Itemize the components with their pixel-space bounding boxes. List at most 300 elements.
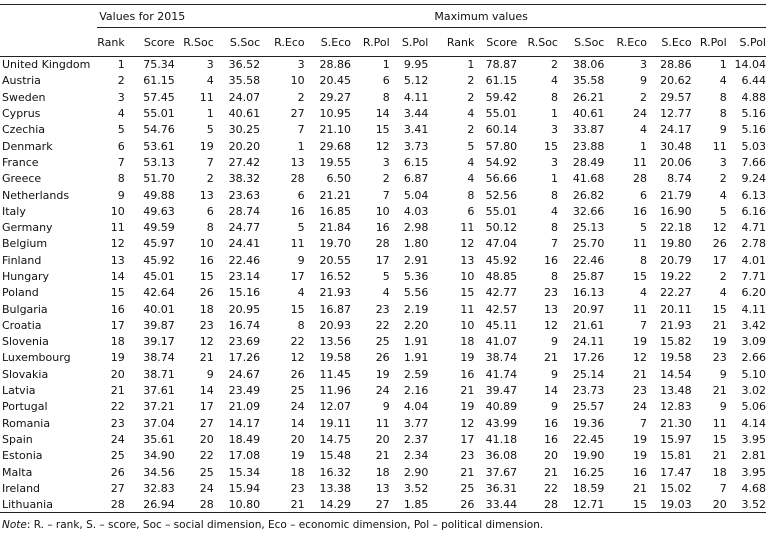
value-max-cell: 16 <box>633 204 648 218</box>
country-cell: Portugal <box>2 400 48 414</box>
value-2015-cell: 12 <box>199 335 214 349</box>
value-max-cell: 50.12 <box>485 221 518 235</box>
value-2015-cell: 18 <box>290 465 305 479</box>
value-max-cell: 10 <box>460 318 475 332</box>
value-2015-cell: 21 <box>199 351 214 365</box>
value-max-cell: 21 <box>460 465 475 479</box>
value-2015-cell: 21.93 <box>319 286 351 300</box>
value-2015-cell: 2.16 <box>403 384 429 398</box>
country-cell: Latvia <box>2 384 36 398</box>
value-max-cell: 25.14 <box>572 367 605 381</box>
value-max-cell: 26 <box>428 497 474 513</box>
value-2015-cell: 19 <box>110 351 125 365</box>
value-max-cell: 11 <box>460 302 475 316</box>
value-2015-cell: 28 <box>97 497 124 513</box>
value-2015-cell: 5.04 <box>403 188 429 202</box>
value-max-cell: 21.61 <box>572 318 605 332</box>
table-row <box>0 464 766 480</box>
value-max-cell: 9 <box>550 400 558 414</box>
value-2015-cell: 19.58 <box>319 351 351 365</box>
value-2015-cell: 23.63 <box>228 188 261 202</box>
value-2015-cell: 54.76 <box>143 123 175 137</box>
value-2015-cell: 10.80 <box>214 497 260 513</box>
value-2015-cell: 37.61 <box>143 384 175 398</box>
value-2015-cell: 25 <box>110 449 125 463</box>
value-max-cell: 30.48 <box>660 139 692 153</box>
column-header-2015: R.Eco <box>260 28 304 57</box>
value-max-cell: 28 <box>633 172 648 186</box>
table-row <box>0 415 766 431</box>
country-cell: Austria <box>2 74 41 88</box>
value-2015-cell: 14 <box>375 107 390 121</box>
value-max-cell: 7.66 <box>741 155 766 169</box>
value-max-cell: 9.24 <box>741 172 766 186</box>
value-2015-cell: 2.19 <box>403 302 429 316</box>
country-cell: Greece <box>2 172 42 186</box>
value-2015-cell: 45.01 <box>143 270 175 283</box>
value-2015-cell: 26.94 <box>125 497 175 513</box>
value-max-cell: 16.90 <box>660 204 692 218</box>
value-max-cell: 9 <box>550 335 558 349</box>
country-cell: United Kingdom <box>2 58 91 72</box>
value-max-cell: 4 <box>719 286 727 300</box>
value-2015-cell: 12 <box>110 237 125 251</box>
value-max-cell: 4 <box>550 74 558 88</box>
value-2015-cell: 2.37 <box>403 432 429 446</box>
value-max-cell: 21 <box>633 481 648 495</box>
table-row <box>0 154 766 170</box>
value-2015-cell: 1.80 <box>403 237 429 251</box>
value-2015-cell: 9 <box>117 188 125 202</box>
value-max-cell: 25.87 <box>572 270 605 283</box>
table-row <box>0 105 766 121</box>
value-max-cell: 40.61 <box>572 107 605 121</box>
value-2015-cell: 6 <box>382 74 390 88</box>
table-note <box>2 519 543 531</box>
value-max-cell: 2.78 <box>741 237 766 251</box>
ranking-table <box>0 4 766 513</box>
table-row <box>0 252 766 268</box>
value-max-cell: 17 <box>460 432 475 446</box>
value-max-cell: 5.03 <box>741 139 766 153</box>
value-max-cell: 15 <box>460 286 475 300</box>
table-row <box>0 431 766 447</box>
value-2015-cell: 18 <box>375 465 390 479</box>
value-2015-cell: 12 <box>290 351 305 365</box>
value-max-cell: 21 <box>633 367 648 381</box>
value-max-cell: 59.42 <box>485 90 518 104</box>
value-max-cell: 1 <box>550 107 558 121</box>
value-max-cell: 2 <box>467 123 475 137</box>
value-2015-cell: 1.91 <box>403 351 429 365</box>
country-cell: Cyprus <box>2 107 41 121</box>
country-cell: Finland <box>2 253 42 267</box>
value-max-cell: 9 <box>640 74 648 88</box>
value-max-cell: 2 <box>467 90 475 104</box>
value-2015-cell: 14 <box>110 270 125 283</box>
value-2015-cell: 27 <box>290 107 305 121</box>
value-max-cell: 55.01 <box>485 204 518 218</box>
value-max-cell: 23.73 <box>572 384 605 398</box>
value-2015-cell: 8 <box>206 221 214 235</box>
value-max-cell: 43.99 <box>485 416 518 430</box>
value-max-cell: 24.17 <box>660 123 692 137</box>
value-max-cell: 11 <box>712 416 727 430</box>
value-max-cell: 9 <box>550 367 558 381</box>
value-max-cell: 21 <box>712 318 727 332</box>
value-max-cell: 15 <box>604 497 647 513</box>
value-max-cell: 8 <box>550 221 558 235</box>
value-max-cell: 20 <box>543 449 558 463</box>
value-2015-cell: 13 <box>375 481 390 495</box>
value-max-cell: 15.81 <box>660 449 692 463</box>
value-max-cell: 60.14 <box>485 123 518 137</box>
value-max-cell: 3 <box>550 155 558 169</box>
value-2015-cell: 16.52 <box>319 270 351 283</box>
value-max-cell: 19.03 <box>647 497 692 513</box>
value-max-cell: 7 <box>550 237 558 251</box>
value-max-cell: 15 <box>712 432 727 446</box>
value-2015-cell: 14.17 <box>228 416 261 430</box>
value-max-cell: 12 <box>460 416 475 430</box>
value-max-cell: 20.62 <box>660 74 692 88</box>
value-max-cell: 38.06 <box>572 58 605 72</box>
value-max-cell: 4 <box>640 286 648 300</box>
table-row <box>0 366 766 382</box>
value-2015-cell: 20.45 <box>319 74 351 88</box>
value-2015-cell: 5 <box>117 123 125 137</box>
value-2015-cell: 20.20 <box>228 139 261 153</box>
value-max-cell: 35.58 <box>572 74 605 88</box>
value-max-cell: 28 <box>517 497 558 513</box>
value-2015-cell: 16.87 <box>319 302 351 316</box>
country-cell: France <box>2 155 39 169</box>
value-max-cell: 41.18 <box>485 432 518 446</box>
value-2015-cell: 37.21 <box>143 400 175 414</box>
value-max-cell: 18.59 <box>572 481 605 495</box>
value-max-cell: 6.20 <box>741 286 766 300</box>
country-cell: Slovakia <box>2 367 49 381</box>
value-2015-cell: 16 <box>199 253 214 267</box>
table-row <box>0 138 766 154</box>
column-header-2015: Rank <box>97 28 124 57</box>
country-cell: Spain <box>2 432 33 446</box>
value-2015-cell: 29.68 <box>319 139 351 153</box>
country-cell: Lithuania <box>0 497 97 513</box>
value-max-cell: 24 <box>633 400 648 414</box>
value-max-cell: 13 <box>543 302 558 316</box>
value-max-cell: 36.08 <box>485 449 518 463</box>
value-2015-cell: 17.08 <box>228 449 261 463</box>
value-max-cell: 23 <box>543 286 558 300</box>
value-2015-cell: 40.61 <box>228 107 261 121</box>
value-2015-cell: 12 <box>375 139 390 153</box>
table-row <box>0 350 766 366</box>
value-2015-cell: 22 <box>375 318 390 332</box>
value-2015-cell: 2.34 <box>403 449 429 463</box>
value-max-cell: 1 <box>640 139 648 153</box>
value-max-cell: 11 <box>633 237 648 251</box>
value-2015-cell: 20 <box>375 432 390 446</box>
value-2015-cell: 6.15 <box>403 155 429 169</box>
value-2015-cell: 15.16 <box>228 286 261 300</box>
value-2015-cell: 4.11 <box>403 90 429 104</box>
value-2015-cell: 15 <box>290 302 305 316</box>
value-max-cell: 19 <box>633 432 648 446</box>
value-2015-cell: 34.56 <box>143 465 175 479</box>
column-header-2015: S.Eco <box>305 28 351 57</box>
value-2015-cell: 45.92 <box>143 253 175 267</box>
value-max-cell: 36.31 <box>485 481 518 495</box>
value-max-cell: 11 <box>460 221 475 235</box>
value-max-cell: 4.68 <box>741 481 766 495</box>
value-2015-cell: 2.20 <box>403 318 429 332</box>
value-2015-cell: 10 <box>199 237 214 251</box>
value-max-cell: 5.16 <box>741 107 766 121</box>
value-max-cell: 21 <box>712 449 727 463</box>
value-max-cell: 42.77 <box>485 286 518 300</box>
value-max-cell: 54.92 <box>485 155 518 169</box>
value-2015-cell: 14.29 <box>305 497 351 513</box>
value-max-cell: 24.11 <box>572 335 605 349</box>
column-header-2015: R.Pol <box>351 28 390 57</box>
value-2015-cell: 5.12 <box>403 74 429 88</box>
value-max-cell: 47.04 <box>485 237 518 251</box>
value-2015-cell: 5 <box>206 123 214 137</box>
value-2015-cell: 45.97 <box>143 237 175 251</box>
value-2015-cell: 6.50 <box>326 172 351 186</box>
value-2015-cell: 21 <box>110 384 125 398</box>
value-max-cell: 5.10 <box>741 367 766 381</box>
value-max-cell: 21.93 <box>660 318 692 332</box>
value-max-cell: 20.79 <box>660 253 692 267</box>
value-max-cell: 19 <box>460 400 475 414</box>
value-2015-cell: 25 <box>290 384 305 398</box>
value-max-cell: 57.80 <box>485 139 518 153</box>
value-2015-cell: 27.42 <box>228 155 261 169</box>
value-max-cell: 19.90 <box>572 449 605 463</box>
value-max-cell: 15.97 <box>660 432 692 446</box>
value-2015-cell: 11 <box>290 237 305 251</box>
value-2015-cell: 4.03 <box>403 204 429 218</box>
value-max-cell: 38.74 <box>485 351 518 365</box>
value-2015-cell: 21.21 <box>319 188 351 202</box>
value-2015-cell: 21.10 <box>319 123 351 137</box>
value-max-cell: 2.81 <box>741 449 766 463</box>
value-max-cell: 28.86 <box>660 58 692 72</box>
country-cell: Germany <box>2 221 53 235</box>
value-2015-cell: 15.94 <box>228 481 261 495</box>
value-2015-cell: 2.90 <box>403 465 429 479</box>
country-cell: Italy <box>2 204 26 218</box>
value-max-cell: 4.88 <box>741 90 766 104</box>
value-max-cell: 14.54 <box>660 367 692 381</box>
value-max-cell: 5 <box>467 139 475 153</box>
column-header-max: Rank <box>428 28 474 57</box>
value-max-cell: 13 <box>460 253 475 267</box>
value-2015-cell: 23.14 <box>228 270 261 283</box>
table-row <box>0 497 766 513</box>
value-max-cell: 48.85 <box>485 270 518 283</box>
value-max-cell: 33.44 <box>474 497 517 513</box>
value-2015-cell: 1.91 <box>403 335 429 349</box>
value-max-cell: 25.13 <box>572 221 605 235</box>
value-max-cell: 21.30 <box>660 416 692 430</box>
country-cell: Slovenia <box>2 335 49 349</box>
value-2015-cell: 20 <box>290 432 305 446</box>
value-2015-cell: 16 <box>375 221 390 235</box>
value-2015-cell: 1 <box>297 139 305 153</box>
value-2015-cell: 9 <box>206 367 214 381</box>
value-max-cell: 61.15 <box>485 74 518 88</box>
value-2015-cell: 18.49 <box>228 432 261 446</box>
value-max-cell: 22.46 <box>572 253 605 267</box>
value-max-cell: 19 <box>460 351 475 365</box>
value-2015-cell: 34.90 <box>143 449 175 463</box>
table-header <box>0 5 766 57</box>
group-header-max: Maximum values <box>428 5 766 28</box>
value-2015-cell: 19 <box>199 139 214 153</box>
value-max-cell: 39.47 <box>485 384 518 398</box>
value-max-cell: 19.80 <box>660 237 692 251</box>
value-2015-cell: 27 <box>199 416 214 430</box>
country-cell: Croatia <box>2 318 42 332</box>
value-2015-cell: 3 <box>382 155 390 169</box>
value-2015-cell: 4 <box>117 107 125 121</box>
country-cell: Luxembourg <box>2 351 71 365</box>
value-2015-cell: 22 <box>290 335 305 349</box>
value-max-cell: 4 <box>550 204 558 218</box>
value-max-cell: 37.67 <box>485 465 518 479</box>
value-2015-cell: 1 <box>117 58 125 72</box>
value-2015-cell: 16 <box>290 204 305 218</box>
value-2015-cell: 22 <box>199 449 214 463</box>
value-2015-cell: 42.64 <box>143 286 175 300</box>
column-header-max: S.Soc <box>558 28 604 57</box>
value-max-cell: 16 <box>460 367 475 381</box>
value-2015-cell: 2 <box>206 172 214 186</box>
value-max-cell: 8 <box>467 188 475 202</box>
value-2015-cell: 5 <box>297 221 305 235</box>
value-max-cell: 12.77 <box>660 107 692 121</box>
table-row <box>0 187 766 203</box>
value-2015-cell: 10 <box>375 204 390 218</box>
table-row <box>0 334 766 350</box>
value-max-cell: 55.01 <box>485 107 518 121</box>
value-max-cell: 3 <box>640 58 648 72</box>
value-2015-cell: 2 <box>297 90 305 104</box>
value-2015-cell: 21.84 <box>319 221 351 235</box>
value-2015-cell: 22 <box>110 400 125 414</box>
value-max-cell: 15 <box>712 302 727 316</box>
column-header-2015: S.Pol <box>390 28 429 57</box>
value-max-cell: 12 <box>633 351 648 365</box>
table-row <box>0 122 766 138</box>
value-max-cell: 11 <box>633 302 648 316</box>
value-2015-cell: 14 <box>290 416 305 430</box>
value-max-cell: 15.02 <box>660 481 692 495</box>
value-2015-cell: 2 <box>117 74 125 88</box>
value-2015-cell: 30.25 <box>228 123 261 137</box>
value-max-cell: 6 <box>640 188 648 202</box>
value-max-cell: 13.48 <box>660 384 692 398</box>
value-2015-cell: 15 <box>375 123 390 137</box>
value-max-cell: 2 <box>719 172 727 186</box>
value-2015-cell: 3.41 <box>403 123 429 137</box>
value-max-cell: 26.82 <box>572 188 605 202</box>
column-header-2015: S.Soc <box>214 28 260 57</box>
value-max-cell: 5 <box>640 221 648 235</box>
value-max-cell: 16.13 <box>572 286 605 300</box>
value-2015-cell: 23.69 <box>228 335 261 349</box>
value-2015-cell: 17 <box>110 318 125 332</box>
value-2015-cell: 24.77 <box>228 221 261 235</box>
value-2015-cell: 3 <box>117 90 125 104</box>
value-2015-cell: 39.17 <box>143 335 175 349</box>
value-2015-cell: 38.32 <box>228 172 261 186</box>
value-2015-cell: 25 <box>199 465 214 479</box>
table-row <box>0 285 766 301</box>
value-max-cell: 41.07 <box>485 335 518 349</box>
value-max-cell: 1 <box>550 172 558 186</box>
column-header-max: R.Eco <box>604 28 647 57</box>
value-max-cell: 6 <box>467 204 475 218</box>
value-2015-cell: 21 <box>375 449 390 463</box>
value-2015-cell: 17 <box>290 270 305 283</box>
value-max-cell: 8.74 <box>667 172 692 186</box>
value-2015-cell: 13.56 <box>319 335 351 349</box>
value-2015-cell: 13 <box>199 188 214 202</box>
value-2015-cell: 53.61 <box>143 139 175 153</box>
value-max-cell: 22.18 <box>660 221 692 235</box>
value-2015-cell: 26 <box>375 351 390 365</box>
value-max-cell: 16 <box>543 416 558 430</box>
value-2015-cell: 25 <box>375 335 390 349</box>
column-header-2015: R.Soc <box>175 28 214 57</box>
value-2015-cell: 9 <box>297 253 305 267</box>
value-max-cell: 14.04 <box>734 58 766 72</box>
value-2015-cell: 38.74 <box>143 351 175 365</box>
value-2015-cell: 20 <box>199 432 214 446</box>
country-cell: Sweden <box>2 90 46 104</box>
value-2015-cell: 2.91 <box>403 253 429 267</box>
value-2015-cell: 2.59 <box>403 367 429 381</box>
value-2015-cell: 55.01 <box>143 107 175 121</box>
value-2015-cell: 24 <box>290 400 305 414</box>
value-2015-cell: 4 <box>382 286 390 300</box>
value-2015-cell: 75.34 <box>143 58 175 72</box>
value-2015-cell: 19.11 <box>319 416 351 430</box>
value-max-cell: 4.11 <box>741 302 766 316</box>
value-2015-cell: 24.07 <box>228 90 261 104</box>
value-max-cell: 41.74 <box>485 367 518 381</box>
value-max-cell: 17.47 <box>660 465 692 479</box>
value-2015-cell: 24 <box>375 384 390 398</box>
value-max-cell: 52.56 <box>485 188 518 202</box>
value-max-cell: 20.06 <box>660 155 692 169</box>
value-2015-cell: 16.32 <box>319 465 351 479</box>
value-max-cell: 22.27 <box>660 286 692 300</box>
value-max-cell: 78.87 <box>485 58 518 72</box>
value-2015-cell: 20.55 <box>319 253 351 267</box>
value-2015-cell: 19 <box>290 449 305 463</box>
value-2015-cell: 8 <box>297 318 305 332</box>
value-2015-cell: 7 <box>382 188 390 202</box>
table-row <box>0 171 766 187</box>
table-row <box>0 317 766 333</box>
value-2015-cell: 29.27 <box>319 90 351 104</box>
value-2015-cell: 4 <box>297 286 305 300</box>
